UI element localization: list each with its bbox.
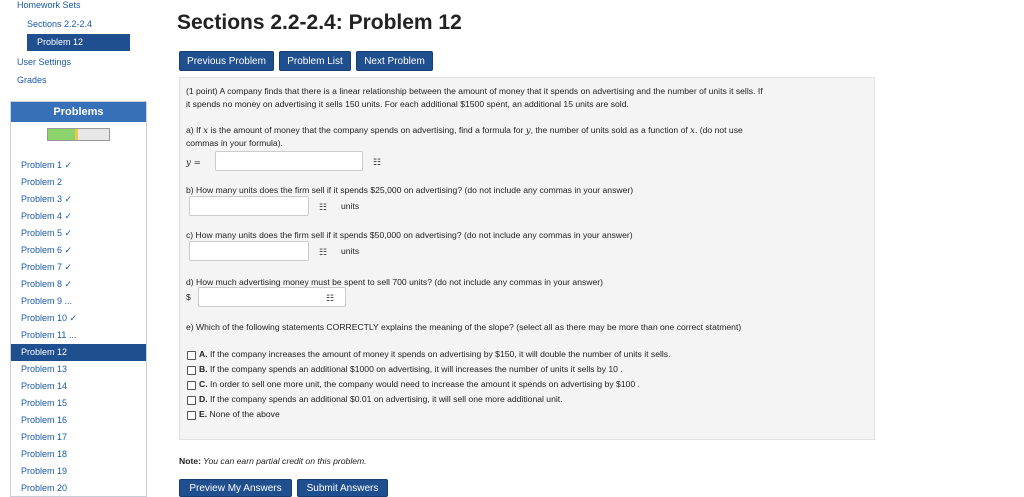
progress-bar [47, 128, 110, 141]
sidebar-problem-item[interactable]: Problem 2 [21, 177, 63, 187]
grades-link[interactable]: Grades [17, 75, 47, 85]
intro-line-1: (1 point) A company finds that there is a linear relationship between the amount of money that it spends on advertising and the number of units it sells. If [186, 86, 763, 96]
option-e-checkbox[interactable] [187, 411, 196, 420]
progress-correct [48, 129, 75, 140]
user-settings-link[interactable]: User Settings [17, 57, 72, 67]
sidebar-problem-item[interactable]: Problem 9 ... [21, 296, 73, 306]
y-equals-label: y = [186, 158, 201, 168]
submit-answers-button[interactable]: Submit Answers [297, 479, 388, 497]
question-e: e) Which of the following statements CORRECTLY explains the meaning of the slope? (select all as there may be more than one correct statment) [186, 322, 742, 332]
units-label-c: units [341, 246, 360, 256]
sidebar-problem-item[interactable]: Problem 11 ... [21, 330, 77, 340]
section-link[interactable]: Sections 2.2-2.4 [27, 19, 93, 29]
sidebar-problem-item[interactable]: Problem 8 ✓ [21, 279, 73, 289]
dollar-sign: $ [186, 292, 191, 302]
sidebar-problem-item[interactable]: Problem 15 [21, 398, 68, 408]
question-a-line-1: a) If x is the amount of money that the company spends on advertising, find a formula for y, the number of units sold as a function of x. (do not use [186, 125, 743, 136]
problems-header: Problems [11, 102, 146, 122]
problem-list-button[interactable]: Problem List [279, 51, 351, 71]
answer-c-input[interactable] [189, 241, 309, 261]
sidebar-problem-item[interactable]: Problem 5 ✓ [21, 228, 73, 238]
problem-body [179, 77, 875, 440]
question-c: c) How many units does the firm sell if it spends $50,000 on advertising? (do not include any commas in your answer) [186, 230, 633, 240]
option-b-checkbox[interactable] [187, 366, 196, 375]
option-b-label[interactable]: B. If the company spends an additional $1000 on advertising, it will increases the number of units it sells by 10 . [199, 364, 623, 374]
problem-list [11, 157, 146, 497]
option-a-checkbox[interactable] [187, 351, 196, 360]
partial-credit-note: Note: You can earn partial credit on this problem. [179, 456, 367, 466]
units-label-b: units [341, 201, 360, 211]
progress-partial [75, 129, 78, 140]
sidebar-problem-item[interactable]: Problem 17 [21, 432, 68, 442]
homework-sets-link[interactable]: Homework Sets [17, 0, 81, 10]
sidebar-problem-item[interactable]: Problem 7 ✓ [21, 262, 73, 272]
previous-problem-button[interactable]: Previous Problem [179, 51, 274, 71]
option-d-label[interactable]: D. If the company spends an additional $0.01 on advertising, it will sell one more additional unit. [199, 394, 563, 404]
equation-editor-icon[interactable]: ☷ [318, 202, 328, 212]
sidebar-problem-item[interactable]: Problem 14 [21, 381, 68, 391]
sidebar [0, 0, 160, 497]
answer-a-input[interactable] [215, 151, 363, 171]
sidebar-problem-item[interactable]: Problem 19 [21, 466, 68, 476]
page-title: Sections 2.2-2.4: Problem 12 [177, 11, 462, 34]
sidebar-problem-item[interactable]: Problem 16 [21, 415, 68, 425]
question-b: b) How many units does the firm sell if it spends $25,000 on advertising? (do not include any commas in your answer) [186, 185, 634, 195]
intro-line-2: it spends no money on advertising it sells 150 units. For each additional $1500 spent, an additional 15 units are sold. [186, 99, 629, 109]
question-d: d) How much advertising money must be spent to sell 700 units? (do not include any commas in your answer) [186, 277, 603, 287]
option-d-checkbox[interactable] [187, 396, 196, 405]
problems-panel [10, 101, 147, 497]
preview-answers-button[interactable]: Preview My Answers [179, 479, 292, 497]
sidebar-problem-item[interactable]: Problem 3 ✓ [21, 194, 73, 204]
option-c-checkbox[interactable] [187, 381, 196, 390]
sidebar-problem-item[interactable]: Problem 20 [21, 483, 68, 493]
sidebar-problem-item[interactable]: Problem 4 ✓ [21, 211, 73, 221]
equation-editor-icon[interactable]: ☷ [318, 247, 328, 257]
equation-editor-icon[interactable]: ☷ [372, 157, 382, 167]
question-a-line-2: commas in your formula). [186, 138, 283, 148]
option-a-label[interactable]: A. If the company increases the amount of money it spends on advertising by $150, it will double the number of units it sells. [199, 349, 671, 359]
sidebar-problem-item[interactable]: Problem 18 [21, 449, 68, 459]
equation-editor-icon[interactable]: ☷ [325, 293, 335, 303]
sidebar-problem-item[interactable]: Problem 10 ✓ [21, 313, 78, 323]
current-problem-link[interactable]: Problem 12 [27, 34, 130, 51]
sidebar-problem-item[interactable]: Problem 6 ✓ [21, 245, 73, 255]
answer-b-input[interactable] [189, 196, 309, 216]
sidebar-problem-item[interactable]: Problem 12 [11, 344, 146, 361]
sidebar-problem-item[interactable]: Problem 1 ✓ [21, 160, 73, 170]
option-e-label[interactable]: E. None of the above [199, 409, 280, 419]
sidebar-problem-item[interactable]: Problem 13 [21, 364, 68, 374]
next-problem-button[interactable]: Next Problem [356, 51, 433, 71]
option-c-label[interactable]: C. In order to sell one more unit, the company would need to increase the amount it spends on advertising by $100 . [199, 379, 640, 389]
